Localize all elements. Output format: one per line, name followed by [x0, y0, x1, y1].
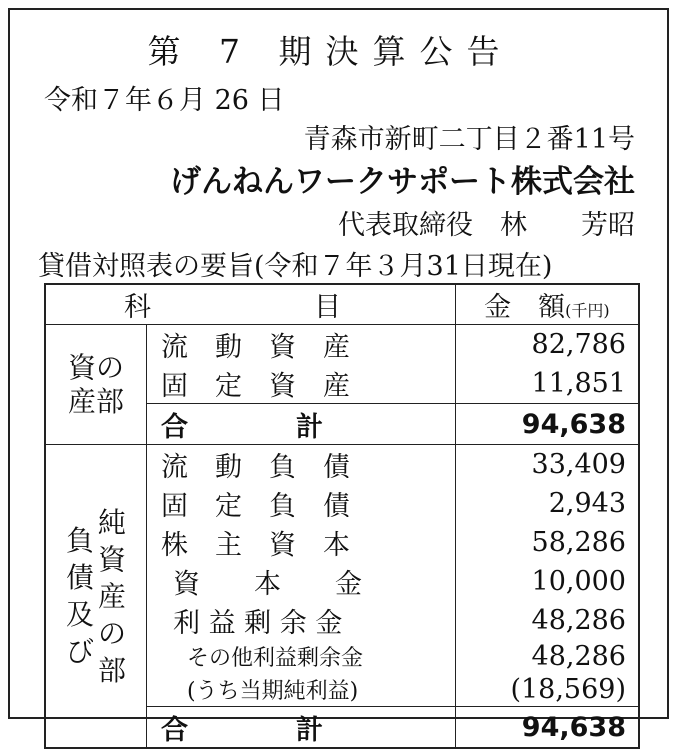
assets-label-line1: 資の: [67, 350, 124, 384]
header-amount-cell: [455, 284, 639, 325]
balance-sheet-heading: 貸借対照表の要旨(令和７年３月31日現在): [38, 251, 553, 282]
liab-label-char: 産: [98, 579, 127, 613]
row-label: 流 動 資 産: [147, 325, 456, 365]
table-row: [45, 445, 639, 485]
row-label: (うち当期純利益): [147, 673, 456, 707]
liabilities-section-label: [45, 445, 147, 749]
row-value: 48,286: [531, 641, 626, 672]
liab-label-char: の: [98, 616, 127, 650]
row-label: 流 動 負 債: [147, 445, 456, 485]
notice-title: 第 7 期決算公告: [147, 32, 514, 71]
table-header-row: [45, 284, 639, 325]
row-value: 48,286: [531, 605, 626, 636]
row-label: 資 本 金: [147, 562, 456, 601]
row-value: 10,000: [531, 566, 626, 597]
row-label: 利 益 剰 余 金: [147, 601, 456, 640]
assets-section-label: [45, 325, 147, 445]
notice-date: 令和７年６月 26 日: [44, 85, 285, 116]
liab-label-char: 負: [65, 523, 94, 557]
liab-label-char: 資: [98, 542, 127, 576]
liab-label-char: 純: [98, 505, 127, 539]
balance-sheet-table: [44, 283, 640, 749]
row-label: 固 定 資 産: [147, 364, 456, 404]
liabilities-total-label: 合 計: [147, 707, 456, 749]
header-item-b: 目: [314, 292, 341, 323]
row-label: その他利益剰余金: [147, 640, 456, 673]
liab-label-char: 部: [98, 653, 127, 687]
liabilities-label-columns: [46, 504, 146, 689]
row-value: 58,286: [531, 527, 626, 558]
header-unit: (千円): [565, 301, 610, 320]
representative: 代表取締役 林 芳昭: [338, 210, 635, 241]
liab-label-char: 及: [65, 597, 94, 631]
assets-total-label: 合 計: [147, 404, 456, 445]
liabilities-label-right: [98, 504, 126, 689]
company-address: 青森市新町二丁目２番11号: [303, 124, 635, 155]
liab-label-char: び: [65, 634, 94, 668]
liabilities-label-left: [66, 504, 94, 689]
header-item-cell: [45, 284, 455, 325]
row-label: 株 主 資 本: [147, 523, 456, 562]
company-name: げんねんワークサポート株式会社: [170, 164, 635, 200]
row-value: (18,569): [510, 674, 626, 705]
liab-label-char: 債: [65, 560, 94, 594]
row-value: 11,851: [531, 368, 626, 399]
liabilities-total-value: 94,638: [455, 707, 639, 749]
row-value: 33,409: [531, 449, 626, 480]
row-label: 固 定 負 債: [147, 484, 456, 523]
assets-label-line2: 産部: [67, 384, 124, 418]
row-value: 82,786: [531, 329, 626, 360]
header-item-a: 科: [124, 292, 151, 323]
header-amount: 金 額: [484, 292, 566, 323]
row-value: 2,943: [548, 488, 626, 519]
assets-total-value: 94,638: [455, 404, 639, 445]
table-row: [45, 325, 639, 365]
